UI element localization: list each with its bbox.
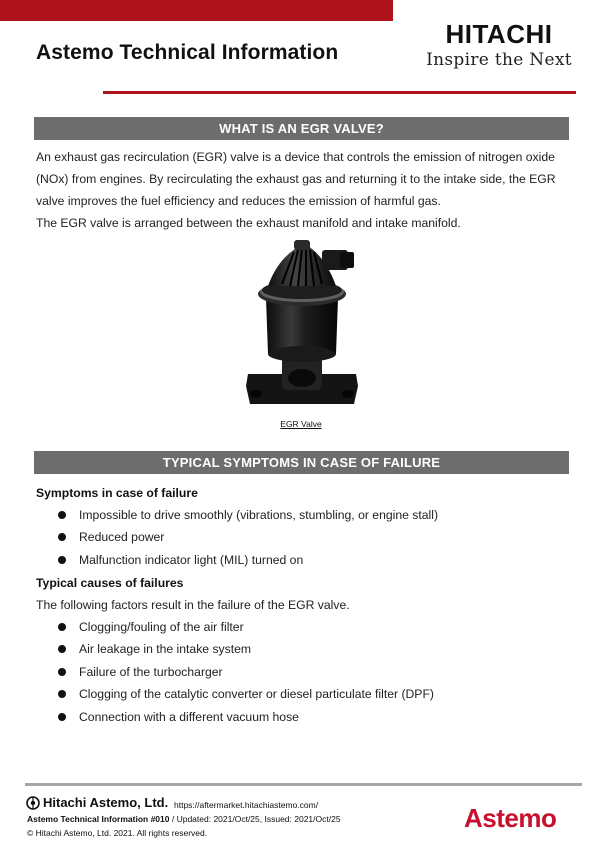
footer-copyright: © Hitachi Astemo, Ltd. 2021. All rights reserved. [27,828,208,838]
location-paragraph: The EGR valve is arranged between the exhaust manifold and intake manifold. [36,216,461,230]
list-item: Reduced power [58,526,438,548]
bullet-icon [58,511,66,519]
list-item: Clogging/fouling of the air filter [58,616,434,638]
bullet-icon [58,645,66,653]
causes-list [58,616,434,728]
footer-company-name: Hitachi Astemo, Ltd. [43,795,169,810]
footer-doc-info [27,814,341,824]
bullet-icon [58,533,66,541]
list-item: Clogging of the catalytic converter or diesel particulate filter (DPF) [58,683,434,705]
causes-intro: The following factors result in the failure of the EGR valve. [36,598,350,612]
footer-company-logo [26,795,168,810]
list-item: Air leakage in the intake system [58,638,434,660]
brand-name: HITACHI [445,19,553,49]
egr-valve-image [238,236,364,414]
symptoms-title: Symptoms in case of failure [36,486,198,500]
astemo-logo: Astemo [464,803,557,833]
bullet-icon [58,556,66,564]
image-caption: EGR Valve [280,419,322,429]
symptoms-list [58,504,438,571]
header-red-bar [0,0,393,21]
bullet-icon [58,623,66,631]
footer-url-link[interactable]: https://aftermarket.hitachiastemo.com/ [174,800,319,810]
section-heading-symptoms: TYPICAL SYMPTOMS IN CASE OF FAILURE [34,451,569,474]
footer-divider [25,783,582,786]
list-item: Failure of the turbocharger [58,661,434,683]
section-heading-egr: WHAT IS AN EGR VALVE? [34,117,569,140]
hitachi-emblem-icon [26,796,40,810]
bullet-icon [58,713,66,721]
header-red-line [103,91,576,94]
doc-number: Astemo Technical Information #010 [27,814,170,824]
brand-tagline: Inspire the Next [426,50,572,70]
list-item: Malfunction indicator light (MIL) turned on [58,549,438,571]
list-item: Impossible to drive smoothly (vibrations, stumbling, or engine stall) [58,504,438,526]
intro-paragraph: An exhaust gas recirculation (EGR) valve is a device that controls the emission of nitrogen oxide (NOx) from engines. By recirculating the exhaust gas and returning it to the intake side, the EGR valve improves the fuel efficiency and reduces the emission of harmful gas. [36,150,556,208]
doc-dates: / Updated: 2021/Oct/25, Issued: 2021/Oct/25 [169,814,341,824]
causes-title: Typical causes of failures [36,576,184,590]
bullet-icon [58,690,66,698]
list-item: Connection with a different vacuum hose [58,706,434,728]
hitachi-logo [414,20,584,70]
bullet-icon [58,668,66,676]
page-title: Astemo Technical Information [36,41,339,64]
